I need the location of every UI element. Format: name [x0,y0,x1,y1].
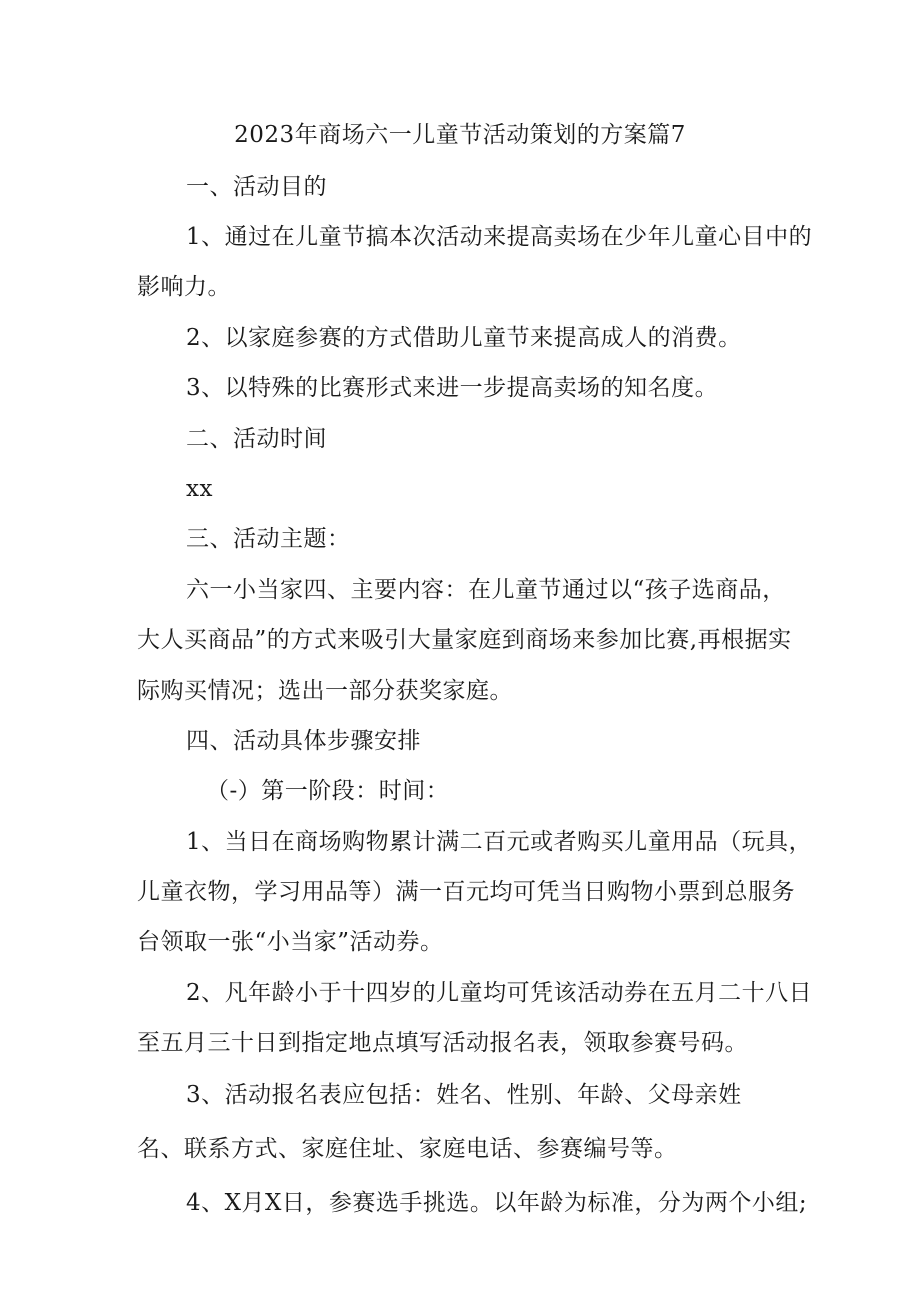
subsection-heading-phase1: （-）第一阶段：时间： [206,778,450,804]
paragraph-line: 大人买商品”的方式来吸引大量家庭到商场来参加比赛,再根据实 [137,627,792,653]
paragraph-line: 3、活动报名表应包括：姓名、性别、年龄、父母亲姓 [186,1082,742,1108]
paragraph-line: 1、当日在商场购物累计满二百元或者购买儿童用品（玩具， [186,829,813,855]
paragraph-line: 台领取一张“小当家”活动券。 [137,929,444,955]
paragraph-line: 至五月三十日到指定地点填写活动报名表，领取参赛号码。 [137,1030,748,1056]
document-title: 2023年商场六一儿童节活动策划的方案篇7 [234,122,686,148]
paragraph-line: 3、以特殊的比赛形式来进一步提高卖场的知名度。 [186,375,719,401]
section-heading-theme: 三、活动主题： [186,526,351,552]
paragraph-line: 4、X月X日，参赛选手挑选。以年龄为标准，分为两个小组; [186,1190,808,1216]
section-heading-time: 二、活动时间 [186,426,327,452]
paragraph-line: xx [186,476,213,502]
paragraph-line: 2、以家庭参赛的方式借助儿童节来提高成人的消费。 [186,325,742,351]
paragraph-line: 影响力。 [137,274,231,300]
section-heading-purpose: 一、活动目的 [186,174,327,200]
paragraph-line: 儿童衣物，学习用品等）满一百元均可凭当日购物小票到总服务 [137,879,795,905]
paragraph-line: 际购买情况；选出一部分获奖家庭。 [137,678,513,704]
paragraph-line: 六一小当家四、主要内容：在儿童节通过以“孩子选商品， [186,577,786,603]
section-heading-steps: 四、活动具体步骤安排 [186,728,421,754]
paragraph-line: 名、联系方式、家庭住址、家庭电话、参赛编号等。 [137,1136,678,1162]
paragraph-line: 2、凡年龄小于十四岁的儿童均可凭该活动券在五月二十八日 [186,980,813,1006]
paragraph-line: 1、通过在儿童节搞本次活动来提高卖场在少年儿童心目中的 [186,224,813,250]
